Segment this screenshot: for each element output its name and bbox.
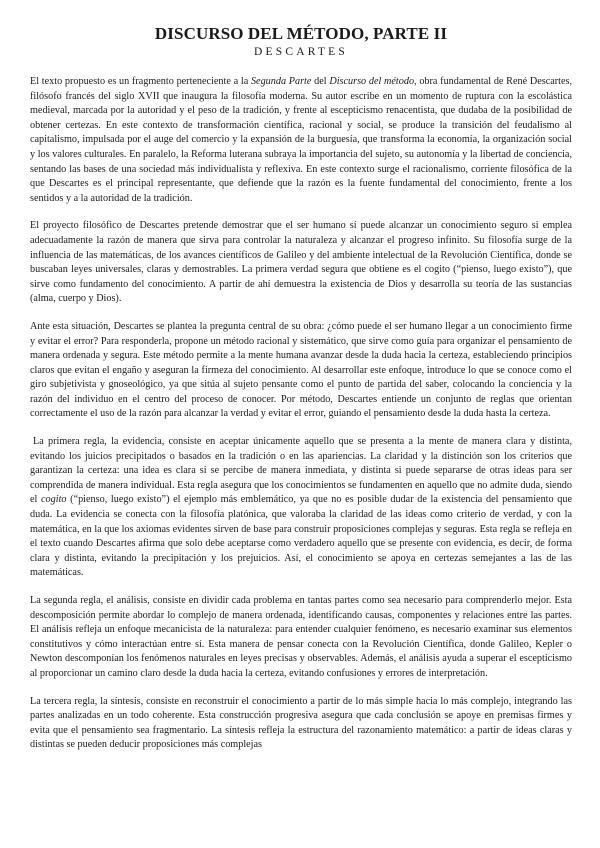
cogito-italic: cogito [41,494,67,506]
paragraph-text: (“pienso, luego existo”) el ejemplo más emblemático, ya que no es posible dudar de la existencia del pensamiento que duda. La evidencia se conecta con la filosofía platónica, que valoraba la claridad de las ideas como criterio de verdad, y con la matemática, en la que los axiomas evidentes sirven de base para construir proposiciones complejas y seguras. Esta regla se refleja en el texto cuando Descartes afirma que solo debe aceptarse como verdadero aquello que se presente con evidencia, es decir, de forma clara y distinta, evitando la precipitación y los prejuicios. Así, el conocimiento se apoya en certezas semejantes a las de las matemáticas. [30,494,572,579]
document-title: DISCURSO DEL MÉTODO, PARTE II [154,24,448,43]
paragraph-text: La primera regla, la evidencia, consiste en aceptar únicamente aquello que se presenta a la mente de manera clara y distinta, evitando los juicios precipitados o basados en la tradición o en las apariencias. La claridad y la distinción son los criterios que garantizan la certeza: una idea es clara si se percibe de manera inmediata, y distinta si puede separarse de otras ideas para ser comprendida de manera individual. Esta regla asegura que los conocimientos se fundamenten en aquello que no admite duda, siendo el [30,436,572,506]
paragraph-method: Ante esta situación, Descartes se plantea la pregunta central de su obra: ¿cómo puede el ser humano llegar a un conocimiento firme y evitar el error? Para responderla, propone un método racional y sistemático, que sirve como guía para organizar el pensamiento de manera ordenada y segura. Este método permite a la mente humana avanzar desde la duda hacia la certeza, estableciendo principios claros que evitan el engaño y aseguran la firmeza del conocimiento. Al desarrollar este enfoque, introduce lo que se conoce como el giro subjetivista y gnoseológico, ya que sitúa al sujeto pensante como el punto de partida del saber, colocando la conciencia y la razón del individuo en el centro del proceso de conocer. Por método, Descartes entiende un conjunto de reglas que orientan correctamente el uso de la razón para alcanzar la verdad y evitar el error, guiando el pensamiento desde la duda hasta la certeza. [30,320,572,420]
work-title-italic: Discurso del método [329,76,415,87]
document-author: DESCARTES [254,46,348,58]
paragraph-text: El texto propuesto es un fragmento perteneciente a la [30,76,251,87]
paragraph-context [30,75,572,206]
paragraph-text: del [311,76,330,87]
paragraph-rule-synthesis: La tercera regla, la síntesis, consiste en reconstruir el conocimiento a partir de lo más simple hacia lo más complejo, integrando las partes analizadas en un todo coherente. Esta construcción progresiva asegura que cada conclusión se apoye en premisas firmes y evita que el pensamiento sea fragmentario. La síntesis refleja la estructura del razonamiento matemático: a partir de ideas claras y distintas se pueden deducir proposiciones más complejas [30,695,572,751]
paragraph-rule-evidence [30,435,572,581]
work-part-italic: Segunda Parte [250,76,312,87]
paragraph-text: , obra fundamental de René Descartes, filósofo francés del siglo XVII que inaugura la filosofía moderna. Su autor escribe en un momento de ruptura con la escolástica medieval, marcada por la autoridad y el peso de la tradición, y frente al escepticismo renacentista, que dudaba de la posibilidad de obtener certezas. En este contexto de transformación científica, racional y social, se produce la transición del feudalismo al capitalismo, impulsada por el auge del comercio y la expansión de la burguesía, que transforma la economía, la organización social y los valores culturales. En paralelo, la Reforma luterana subraya la importancia del sujeto, su autonomía y la libertad de conciencia, sentando las bases de una sociedad más individualista y reflexiva. En este contexto surge el racionalismo, corriente filosófica de la que Descartes es el principal representante, que defiende que la razón es la fuente fundamental del conocimiento, frente a los sentidos y a la autoridad de la tradición. [30,76,572,204]
paragraph-rule-analysis: La segunda regla, el análisis, consiste en dividir cada problema en tantas partes como sea necesario para comprenderlo mejor. Esta descomposición permite abordar lo complejo de manera ordenada, identificando causas, componentes y relaciones entre las partes. El análisis refleja un enfoque mecanicista de la naturaleza: para entender cualquier fenómeno, es necesario examinar sus elementos constitutivos y cómo interactúan entre sí. Esta manera de pensar conecta con la Revolución Científica, donde Galileo, Kepler o Newton descomponían los fenómenos naturales en leyes precisas y observables. Además, el análisis ayuda a superar el escepticismo al proporcionar un camino claro desde la duda hacia la certeza, evitando confusiones y errores de interpretación. [30,595,572,679]
paragraph-project: El proyecto filosófico de Descartes pretende demostrar que el ser humano sí puede alcanzar un conocimiento seguro si emplea adecuadamente la razón de manera que sirva para controlar la naturaleza y alcanzar el progreso infinito. Su filosofía surge de la influencia de las matemáticas, de los avances científicos de Galileo y del ambiente intelectual de la Revolución Científica, donde se buscaban leyes universales, claras y demostrables. La primera verdad segura que obtiene es el cogito (“pienso, luego existo”), que sirve como fundamento del conocimiento. A partir de ahí demuestra la existencia de Dios y desarrolla su teoría de las sustancias (alma, cuerpo y Dios). [30,220,572,305]
